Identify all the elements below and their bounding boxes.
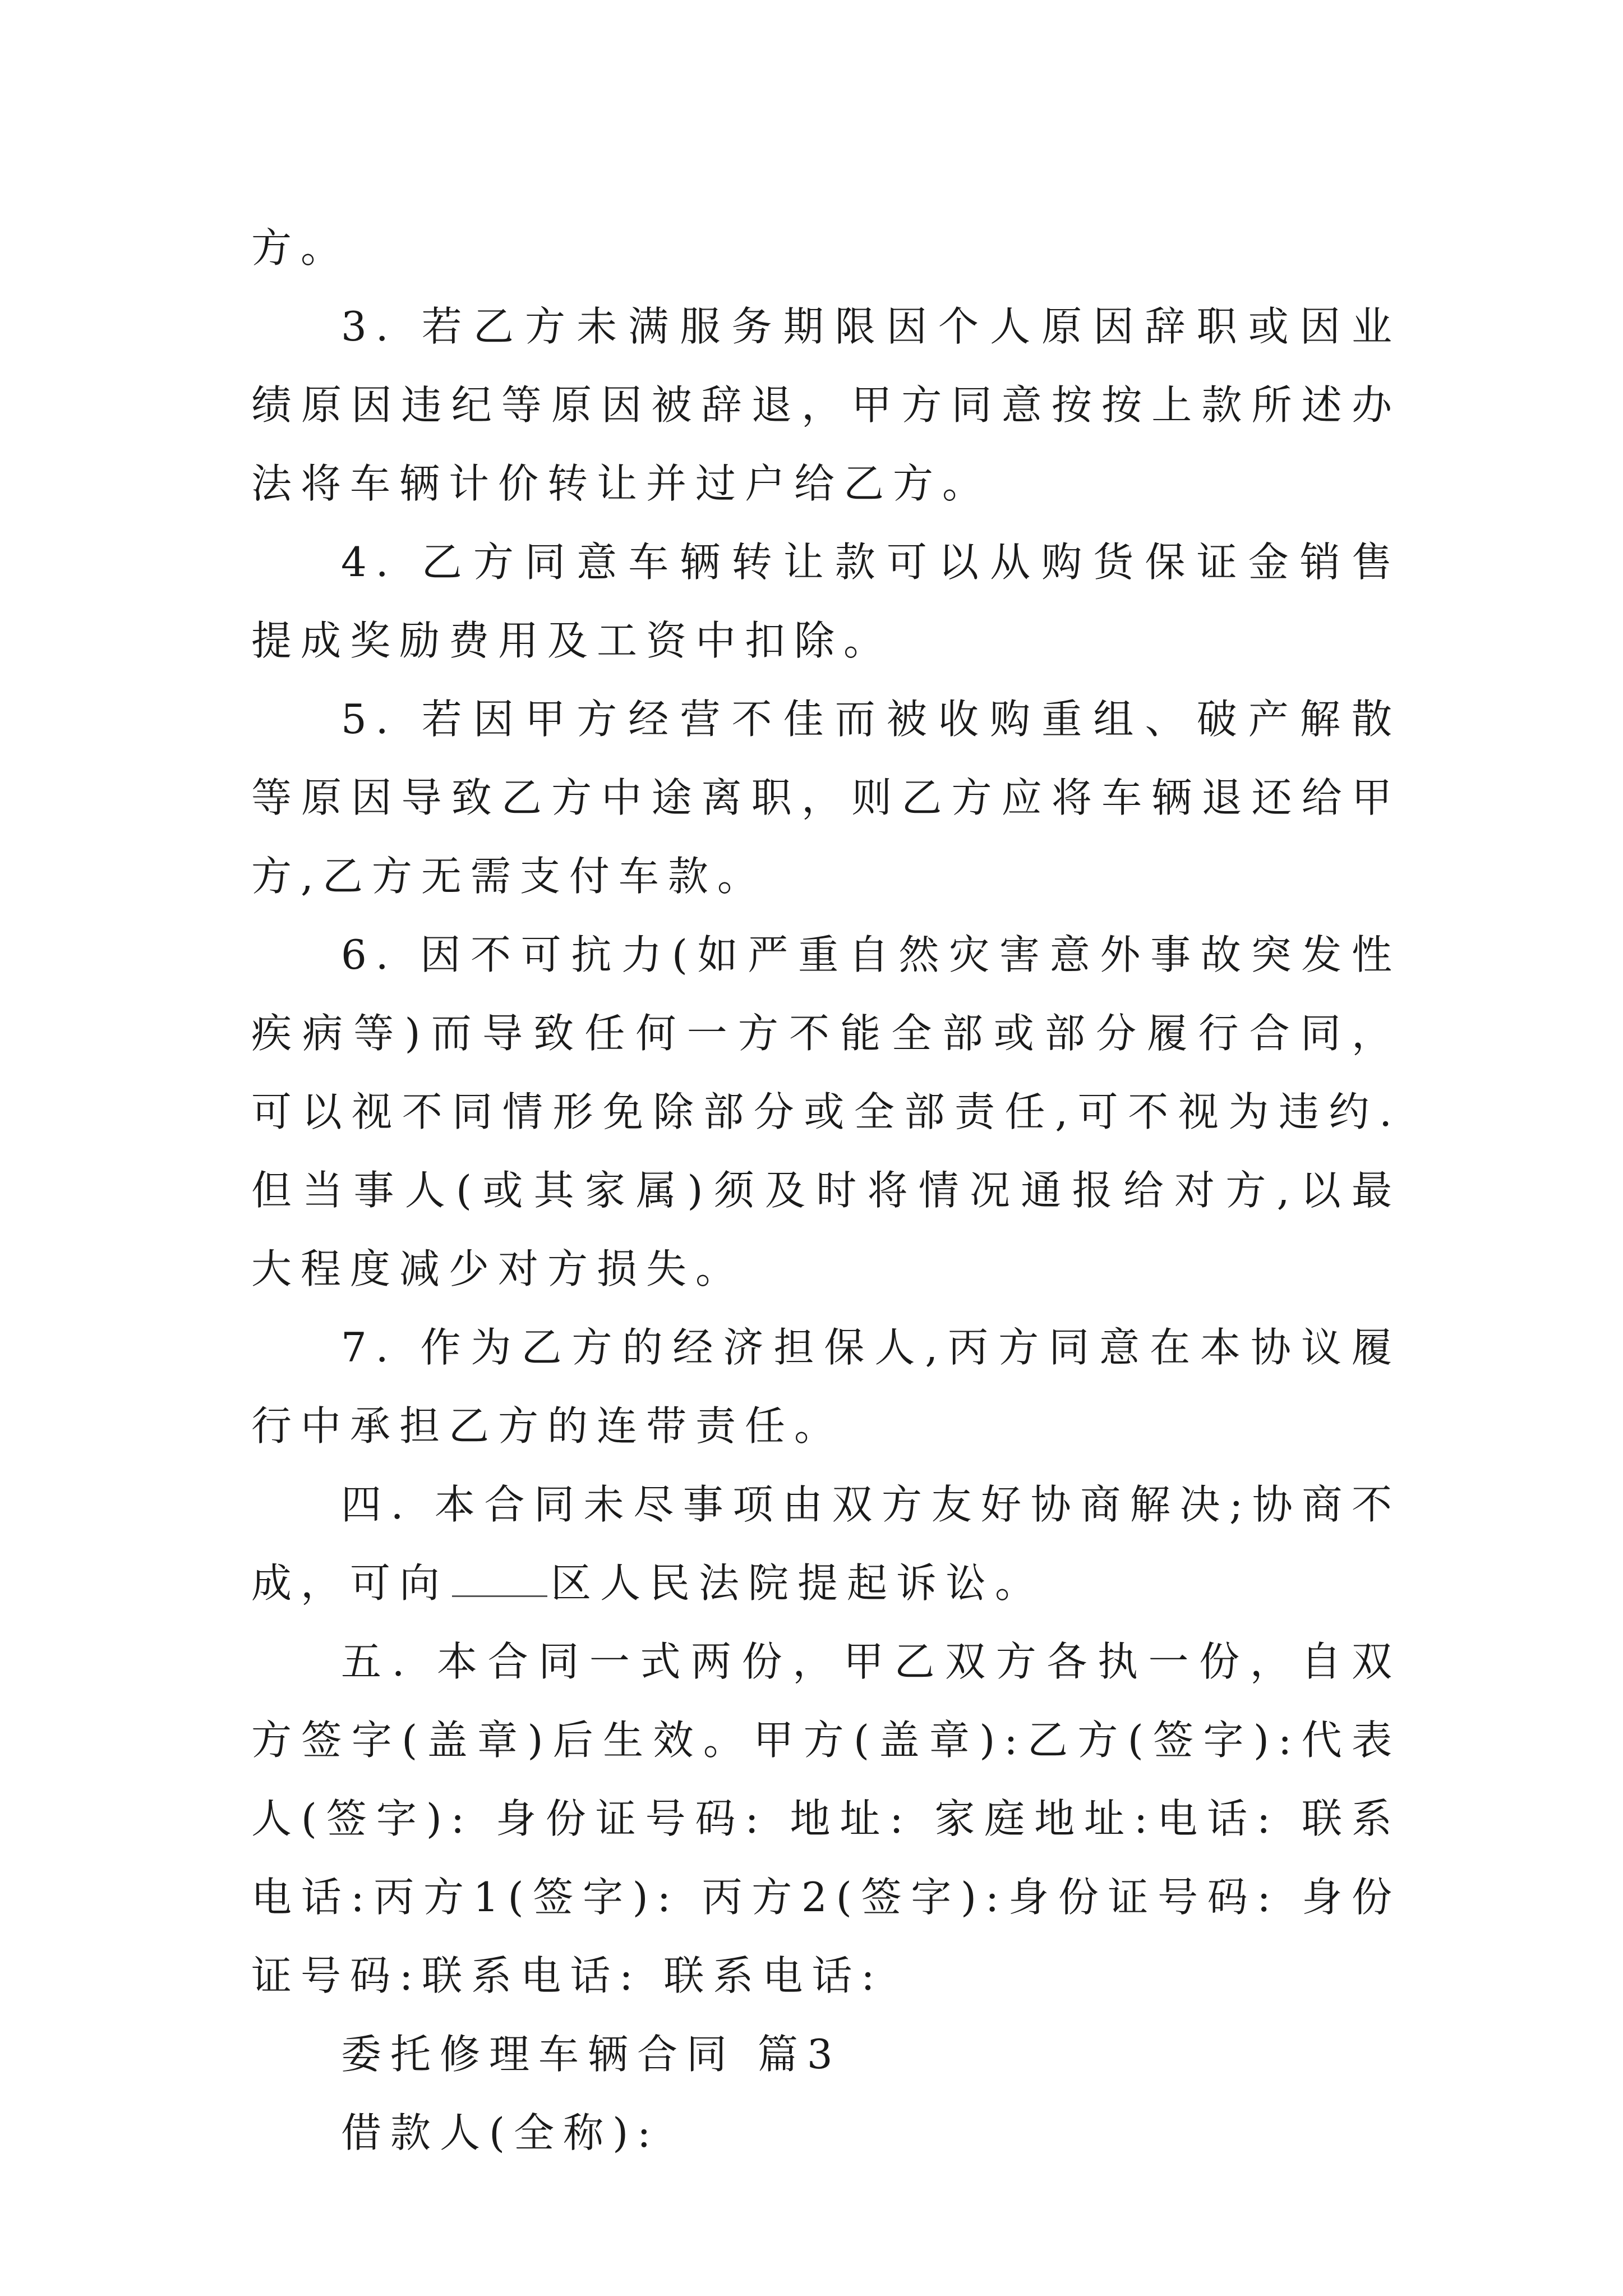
section-heading: 委托修理车辆合同 篇3 [341, 2031, 842, 2078]
clause-4-sub: 4. 乙方同意车辆转让款可以从购货保证金销售提成奖励费用及工资中扣除。 [251, 539, 1401, 664]
clause-four [251, 1465, 1401, 1622]
borrower-label: 借款人(全称): [341, 2109, 660, 2156]
clause-four-text-b: 区人民法院提起诉讼。 [551, 1559, 1045, 1607]
clause-four-text-a: 四. 本合同未尽事项由双方友好协商解决;协商不成，可向 [251, 1481, 1401, 1607]
clause-5-sub: 5. 若因甲方经营不佳而被收购重组、破产解散等原因导致乙方中途离职，则乙方应将车辆退还给甲方,乙方无需支付车款。 [251, 696, 1401, 900]
paragraph-continuation: 方。 [251, 224, 351, 272]
court-blank-field [452, 1562, 547, 1597]
clause-7-sub: 7. 作为乙方的经济担保人,丙方同意在本协议履行中承担乙方的连带责任。 [251, 1324, 1401, 1450]
clause-6-sub: 6. 因不可抗力(如严重自然灾害意外事故突发性疾病等)而导致任何一方不能全部或部分履行合同，可以视不同情形免除部分或全部责任,可不视为违约.但当事人(或其家属)须及时将情况通报给对方,以最大程度减少对方损失。 [251, 931, 1401, 1292]
clause-3: 3. 若乙方未满服务期限因个人原因辞职或因业绩原因违纪等原因被辞退，甲方同意按按上款所述办法将车辆计价转让并过户给乙方。 [251, 303, 1401, 507]
clause-five: 五. 本合同一式两份，甲乙双方各执一份，自双方签字(盖章)后生效。甲方(盖章):乙方(签字):代表人(签字): 身份证号码: 地址: 家庭地址:电话: 联系电话:丙方1(签字): 丙方2(签字):身份证号码: 身份证号码:联系电话: 联系电话: [251, 1638, 1401, 1999]
document-body [251, 209, 1401, 2172]
